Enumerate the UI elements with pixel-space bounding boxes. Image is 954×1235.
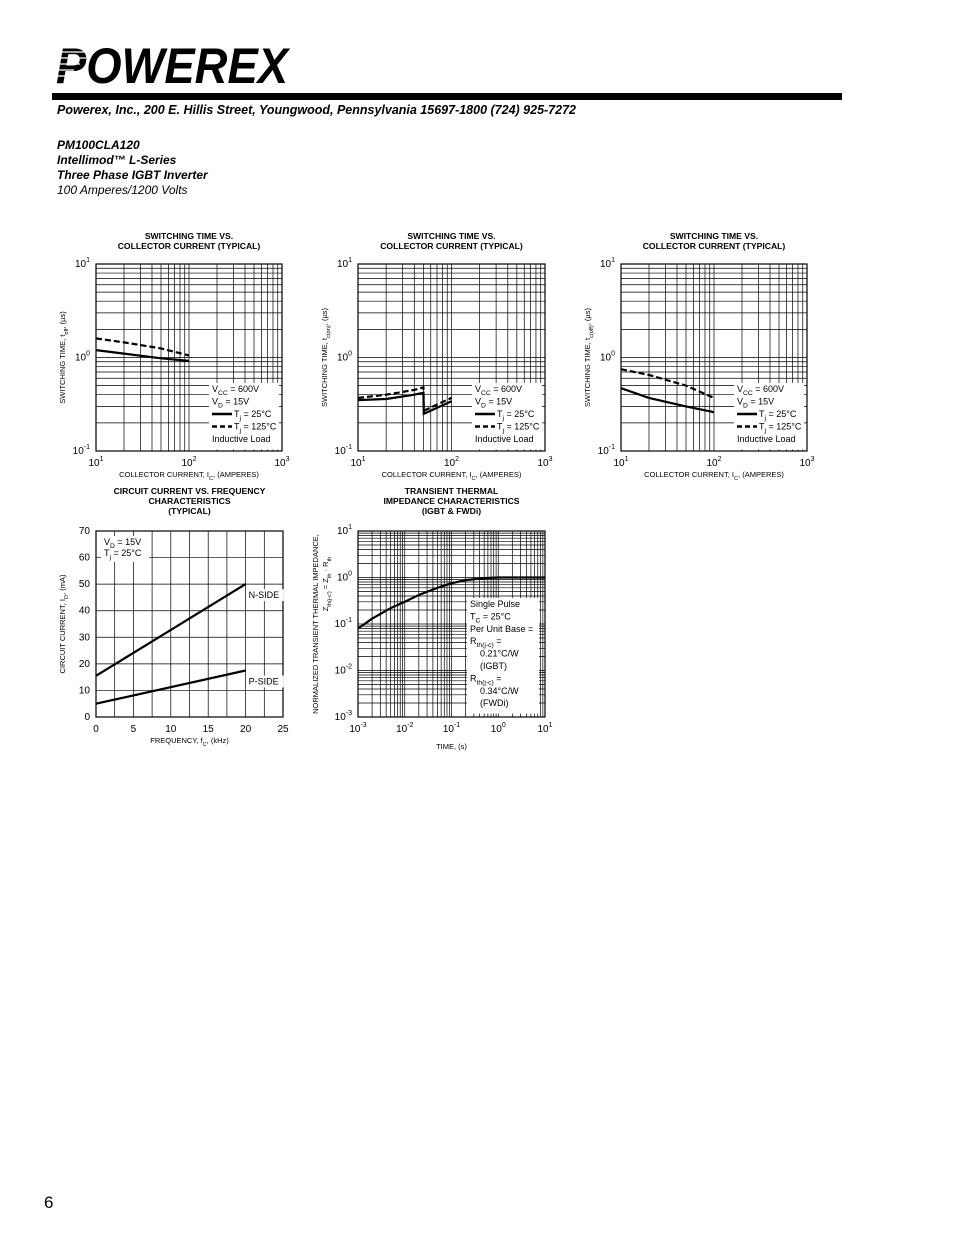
page-number: 6 — [44, 1193, 54, 1212]
part-number: PM100CLA120 — [57, 138, 140, 152]
x-tick-label: 101 — [537, 722, 553, 735]
y-axis-label: SWITCHING TIME, toff, (µs) — [58, 311, 70, 404]
legend-entry: Rth(j-c) = — [470, 673, 502, 687]
legend-entry: Inductive Load — [475, 434, 534, 444]
chart-ton — [320, 231, 553, 482]
x-tick-label: 102 — [443, 456, 460, 469]
y-tick-label: 10-1 — [597, 444, 615, 457]
chart-title: SWITCHING TIME VS. — [669, 231, 759, 241]
series-label: N-SIDE — [248, 590, 280, 601]
x-tick-label: 0 — [93, 724, 99, 735]
y-tick-label: 100 — [599, 350, 615, 364]
product-rating: 100 Amperes/1200 Volts — [57, 183, 188, 197]
x-axis-label: TIME, (s) — [436, 742, 467, 751]
y-tick-label: 101 — [336, 257, 352, 270]
chart-toff — [58, 231, 290, 482]
x-tick-label: 10-2 — [396, 722, 414, 735]
product-description: Three Phase IGBT Inverter — [57, 168, 208, 182]
chart-title: (IGBT & FWDi) — [421, 506, 482, 516]
series-name: Intellimod™ L-Series — [57, 153, 177, 167]
y-tick-label: 101 — [599, 257, 615, 270]
legend-entry: Inductive Load — [212, 434, 271, 444]
y-tick-label: 101 — [336, 524, 352, 537]
legend-entry: VCC = 600V — [475, 384, 523, 397]
legend — [472, 383, 542, 450]
legend-entry: 0.34°C/W — [470, 685, 519, 696]
x-tick-label: 102 — [181, 456, 197, 469]
legend-entry: Rth(j-c) = — [470, 636, 502, 650]
legend-entry: (FWDi) — [470, 698, 509, 709]
legend-entry: Single Pulse — [470, 599, 521, 609]
chart-thermal — [311, 486, 553, 751]
y-tick-label: 10-2 — [334, 663, 352, 677]
legend-entry: Per Unit Base = — [470, 623, 534, 634]
x-tick-label: 103 — [537, 456, 553, 469]
x-tick-label: 101 — [350, 456, 366, 469]
legend-entry: 0.21°C/W — [470, 648, 519, 659]
x-axis-label: COLLECTOR CURRENT, IC, (AMPERES) — [119, 470, 259, 482]
y-tick-label: 10-1 — [334, 444, 352, 457]
y-tick-label: 100 — [336, 570, 352, 584]
y-axis-label-2: Zth(j-c') = Zth · Rth — [321, 556, 333, 612]
chart-title: CIRCUIT CURRENT VS. FREQUENCY — [113, 486, 266, 496]
y-tick-label: 10-3 — [334, 710, 352, 723]
x-tick-label: 100 — [490, 722, 506, 735]
x-tick-label: 103 — [799, 456, 815, 469]
y-tick-label: 70 — [78, 526, 90, 537]
legend-entry: VCC = 600V — [212, 384, 260, 397]
legend-entry: VCC = 600V — [737, 384, 785, 397]
y-axis-label: CIRCUIT CURRENT, ID, (mA) — [58, 574, 70, 674]
legend-entry: Tj = 25°C — [234, 409, 272, 422]
x-tick-label: 101 — [613, 456, 629, 469]
chart-title: CHARACTERISTICS — [148, 496, 231, 506]
x-axis-label: COLLECTOR CURRENT, IC, (AMPERES) — [381, 470, 522, 482]
y-tick-label: 50 — [78, 579, 90, 591]
chart-circuit — [58, 486, 289, 748]
legend-entry: VD = 15V — [212, 396, 250, 410]
chart-title: SWITCHING TIME VS. — [407, 231, 496, 241]
x-tick-label: 5 — [130, 724, 137, 735]
x-tick-label: 101 — [88, 456, 104, 469]
x-axis-label: FREQUENCY, fC, (kHz) — [150, 736, 229, 748]
x-tick-label: 20 — [240, 724, 252, 735]
y-axis-label: SWITCHING TIME, tc(on), (µs) — [320, 307, 332, 408]
y-tick-label: 10-1 — [72, 444, 90, 457]
series-label: P-SIDE — [248, 676, 279, 687]
legend — [209, 383, 279, 450]
chart-title: COLLECTOR CURRENT (TYPICAL) — [380, 241, 523, 251]
y-tick-label: 40 — [78, 605, 90, 617]
legend-entry: TC = 25°C — [470, 611, 511, 625]
legend-entry: VD = 15V — [737, 396, 775, 410]
legend-entry: Tj = 25°C — [104, 548, 142, 561]
x-tick-label: 103 — [274, 456, 290, 469]
logo-wordmark: POWEREX — [56, 38, 291, 90]
y-tick-label: 100 — [336, 350, 352, 364]
x-tick-label: 25 — [277, 724, 289, 735]
chart-title: (TYPICAL) — [168, 506, 211, 516]
legend — [467, 598, 539, 714]
legend-entry: Tj = 125°C — [234, 421, 277, 435]
x-tick-label: 10-3 — [349, 722, 367, 735]
y-tick-label: 10-1 — [334, 617, 352, 630]
legend-entry: Tj = 25°C — [759, 409, 797, 422]
y-tick-label: 0 — [84, 712, 90, 723]
y-axis-label: NORMALIZED TRANSIENT THERMAL IMPEDANCE, — [311, 534, 320, 714]
chart-title: IMPEDANCE CHARACTERISTICS — [383, 496, 520, 506]
legend-entry: (IGBT) — [470, 661, 507, 671]
legend — [734, 383, 804, 450]
chart-title: TRANSIENT THERMAL — [404, 486, 499, 496]
chart-tcoff — [583, 231, 815, 482]
y-tick-label: 100 — [74, 350, 90, 364]
x-tick-label: 10 — [165, 724, 177, 735]
series-line-solid — [96, 350, 189, 361]
x-axis-label: COLLECTOR CURRENT, IC, (AMPERES) — [644, 470, 784, 482]
x-tick-label: 102 — [706, 456, 722, 469]
chart-title: SWITCHING TIME VS. — [144, 231, 234, 241]
y-axis-label: SWITCHING TIME, tc(off), (µs) — [583, 308, 595, 407]
legend-entry: Tj = 25°C — [497, 409, 535, 422]
legend-entry: VD = 15V — [475, 396, 513, 410]
y-tick-label: 20 — [78, 658, 90, 670]
legend-entry: VD = 15V — [104, 537, 142, 550]
legend — [101, 536, 149, 562]
y-tick-label: 30 — [78, 632, 90, 644]
y-tick-label: 101 — [74, 257, 90, 270]
legend-entry: Inductive Load — [737, 434, 796, 444]
x-tick-label: 10-1 — [442, 722, 461, 735]
y-tick-label: 60 — [78, 552, 90, 564]
chart-title: COLLECTOR CURRENT (TYPICAL) — [642, 241, 786, 251]
company-address: Powerex, Inc., 200 E. Hillis Street, Youngwood, Pennsylvania 15697-1800 (724) 925-7272 — [57, 103, 576, 117]
legend-entry: Tj = 125°C — [497, 421, 540, 435]
x-tick-label: 15 — [202, 724, 214, 735]
y-tick-label: 10 — [78, 685, 90, 697]
legend-entry: Tj = 125°C — [759, 421, 802, 435]
chart-title: COLLECTOR CURRENT (TYPICAL) — [117, 241, 261, 251]
